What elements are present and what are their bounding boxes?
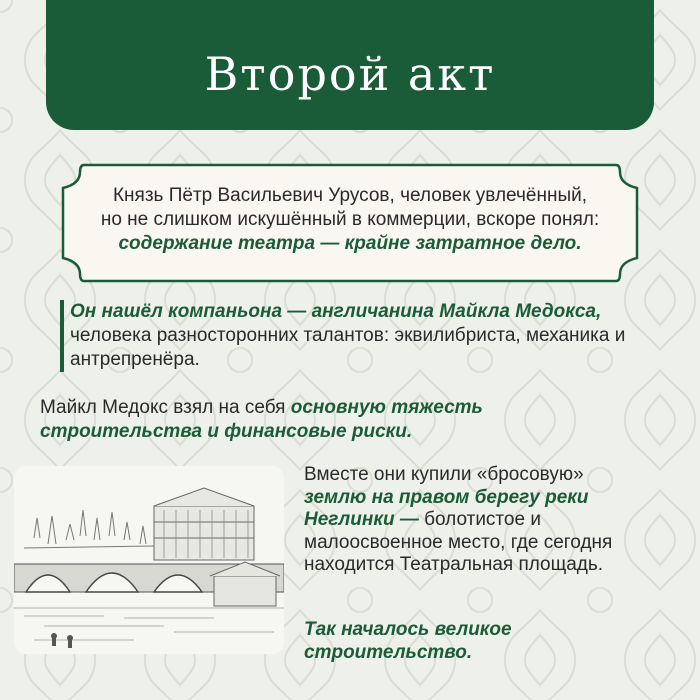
intro-paragraph xyxy=(100,184,600,256)
historic-bridge-sketch xyxy=(14,466,284,654)
land-highlight: землю на правом берегу реки Неглинки — xyxy=(304,486,589,530)
page-title: Второй акт xyxy=(204,47,496,101)
partner-paragraph xyxy=(60,300,630,372)
conclusion-paragraph xyxy=(304,618,624,664)
intro-callout xyxy=(60,162,640,284)
land-text-before: Вместе они купили «бросовую» xyxy=(304,464,584,485)
intro-text: Князь Пётр Васильевич Урусов, человек увлечённый, но не слишком искушённый в коммерции, вскоре понял: xyxy=(100,185,600,230)
maddox-text: Майкл Медокс взял на себя xyxy=(40,397,291,418)
intro-highlight: содержание театра — крайне затратное дело. xyxy=(118,233,582,254)
partner-text: человека разносторонних талантов: эквилибриста, механика и антрепренёра. xyxy=(70,325,626,370)
maddox-paragraph xyxy=(40,396,640,444)
partner-highlight: Он нашёл компаньона — англичанина Майкла Медокса, xyxy=(70,301,602,322)
conclusion-text: Так началось великое строительство. xyxy=(304,619,512,663)
title-banner xyxy=(46,0,654,130)
land-text-after: болотистое и малоосвоенное место, где сегодня находится Театральная площадь. xyxy=(304,509,613,575)
land-paragraph xyxy=(304,464,624,577)
maddox-highlight: основную тяжесть строительства и финансовые риски. xyxy=(40,397,483,442)
